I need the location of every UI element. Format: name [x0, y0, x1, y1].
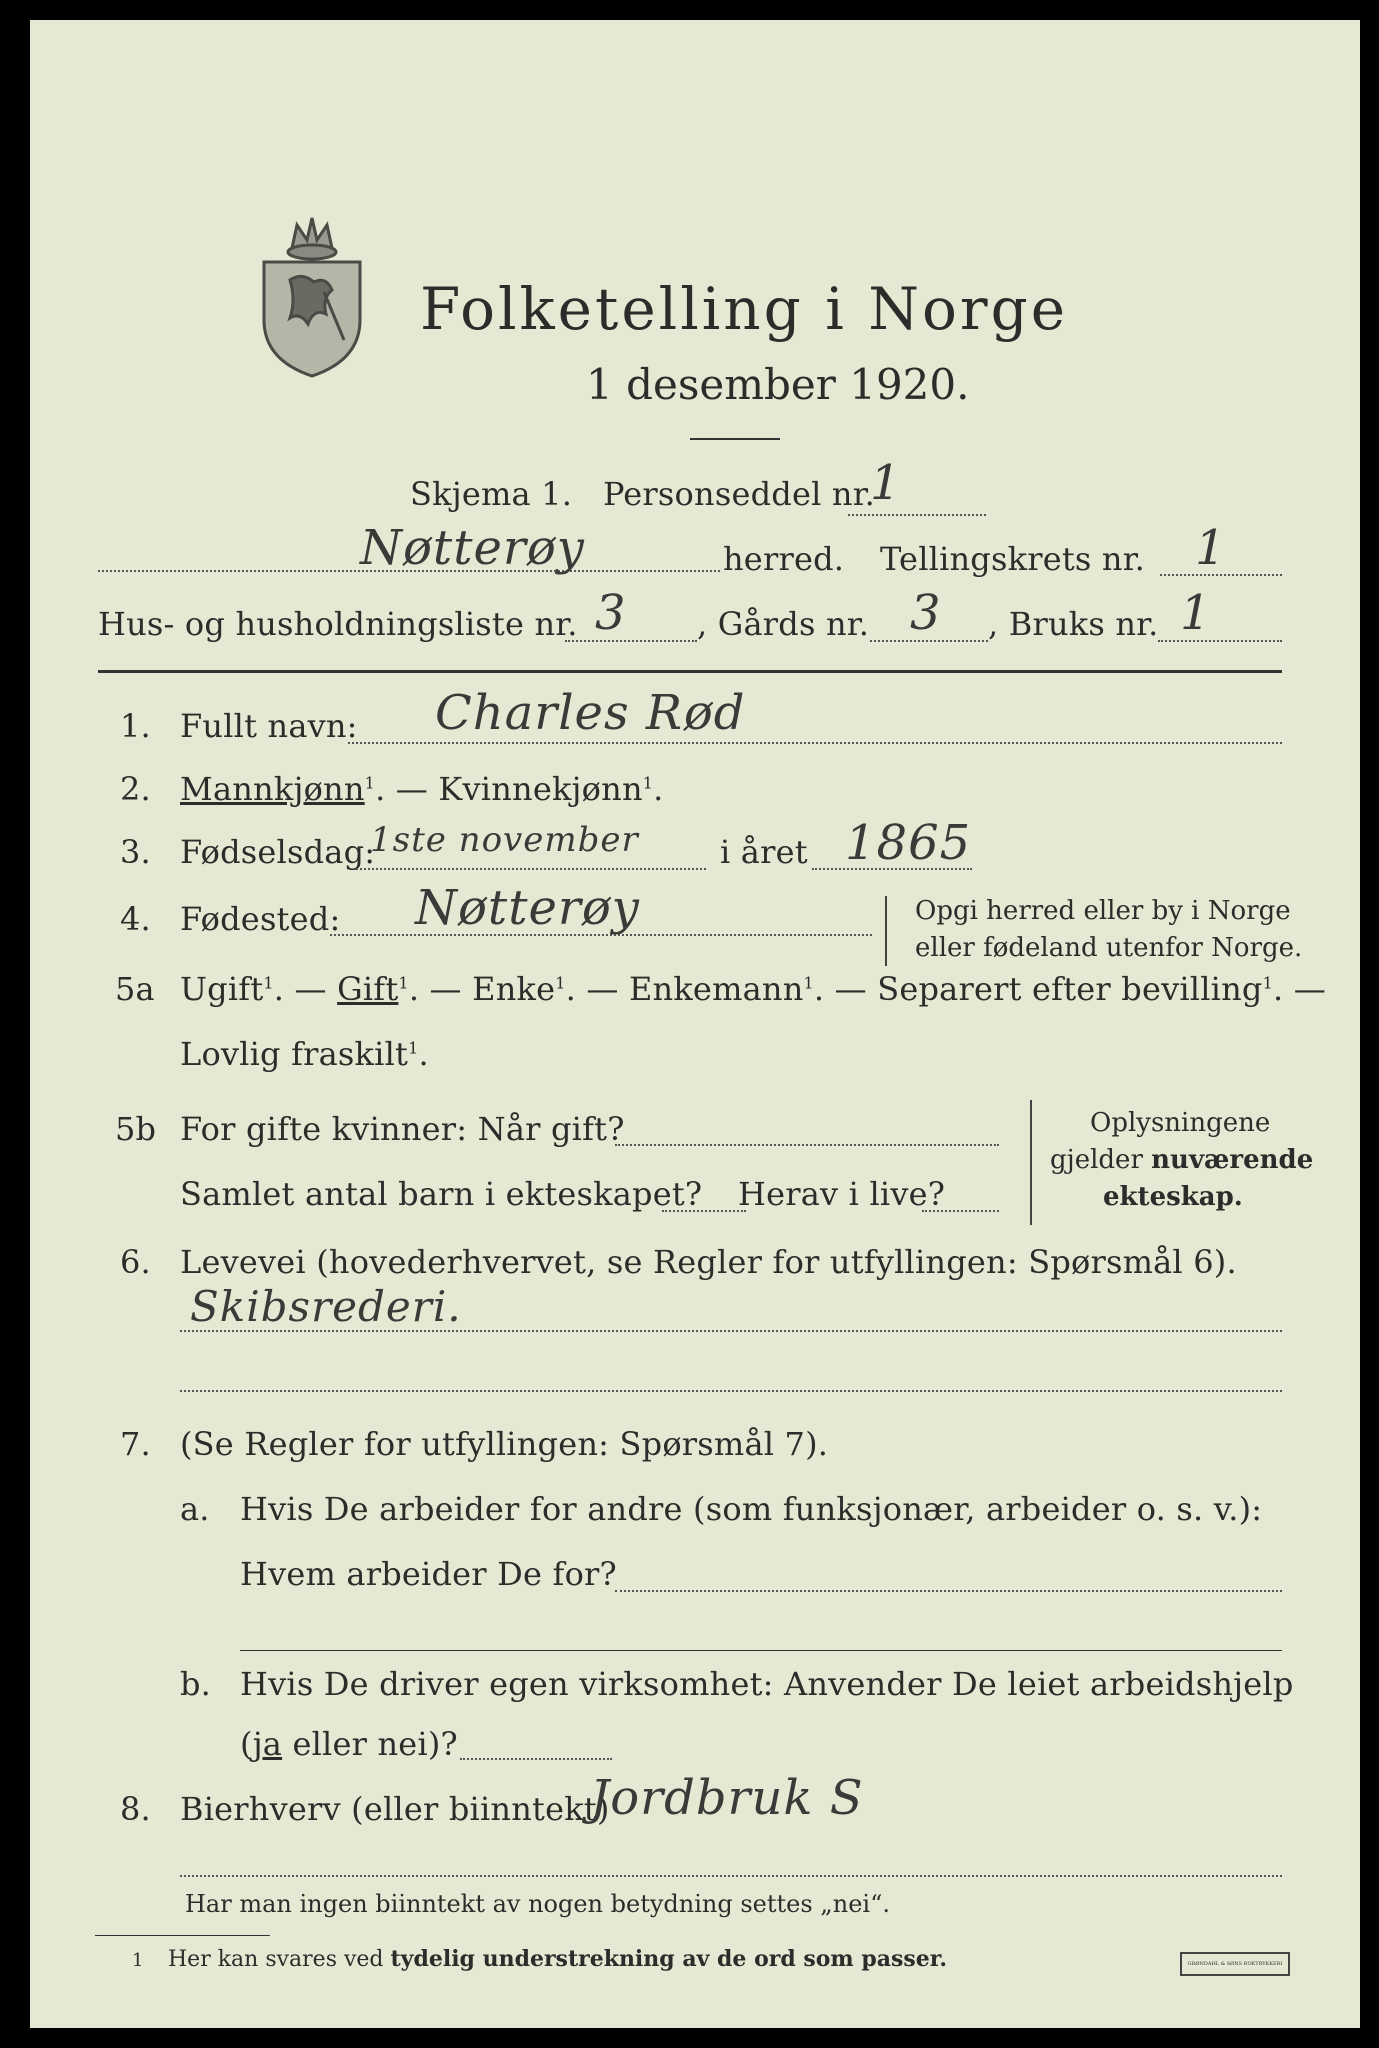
q8-line [180, 1875, 1282, 1877]
q4-value: Nøtterøy [415, 880, 640, 936]
q8-number: 8. [120, 1790, 151, 1828]
q8-label: Bierhverv (eller biinntekt) [180, 1790, 610, 1828]
q5a-enkemann: Enkemann [628, 970, 804, 1008]
q6-number: 6. [120, 1243, 151, 1281]
printer-stamp: GRØNDAHL & SØNS BOKTRYKKERI [1180, 1952, 1290, 1976]
personseddel-line [848, 514, 986, 516]
husholdningsliste-label: Hus- og husholdningsliste nr. [98, 605, 578, 643]
q4-note-line2: eller fødeland utenfor Norge. [915, 933, 1303, 963]
q3-label: Fødselsdag: [180, 833, 376, 871]
q5a-gift: Gift [337, 970, 399, 1008]
q5b-live-line [922, 1210, 999, 1212]
census-form [30, 20, 1360, 2028]
q3-day-value: 1ste november [370, 820, 639, 860]
q1-value: Charles Rød [435, 685, 746, 741]
q2-number: 2. [120, 770, 151, 808]
q7b-line [460, 1758, 612, 1760]
q1-label: Fullt navn: [180, 707, 358, 745]
census-date: 1 desember 1920. [586, 360, 970, 409]
q6-line2 [180, 1390, 1282, 1392]
q7b-letter: b. [180, 1665, 212, 1703]
footnote-text: Her kan svares ved tydelig understrekning av de ord som passer. [168, 1946, 948, 1972]
q7b-ja: ja [252, 1725, 283, 1763]
q7-label: (Se Regler for utfyllingen: Spørsmål 7). [180, 1425, 829, 1463]
q2-sep: . — [375, 770, 439, 808]
q5a-number: 5a [115, 970, 155, 1008]
q4-number: 4. [120, 900, 151, 938]
q5a-ugift: Ugift [180, 970, 264, 1008]
q7a-text: Hvis De arbeider for andre (som funksjonær, arbeider o. s. v.): [240, 1490, 1263, 1528]
q1-line [348, 742, 1282, 744]
q3-year-value: 1865 [845, 815, 972, 871]
footnote-divider [95, 1935, 270, 1936]
q7a-line2 [240, 1650, 1282, 1651]
title-divider [690, 438, 780, 440]
q8-value: Jordbruk S [590, 1770, 864, 1826]
q6-line1 [180, 1330, 1282, 1332]
q7b-answer: (ja eller nei)? [240, 1725, 458, 1763]
personseddel-label: Personseddel nr. [603, 475, 876, 513]
q7-number: 7. [120, 1425, 151, 1463]
q4-note-bracket [885, 896, 891, 966]
husholdningsliste-value: 3 [595, 585, 627, 641]
q5a-enke: Enke [472, 970, 556, 1008]
q2-male: Mannkjønn [180, 770, 365, 808]
norwegian-coat-of-arms-icon [252, 200, 372, 380]
q7a-letter: a. [180, 1490, 210, 1528]
footer-note: Har man ingen biinntekt av nogen betydning settes „nei“. [185, 1890, 890, 1918]
q5b-married-line [615, 1144, 999, 1146]
q2-options: Mannkjønn$^1$. — Kvinnekjønn$^1$. [180, 770, 664, 808]
q4-label: Fødested: [180, 900, 341, 938]
gards-value: 3 [910, 585, 942, 641]
tellingskrets-label: Tellingskrets nr. [880, 540, 1146, 578]
q5b-note-line1: Oplysningene [1090, 1108, 1271, 1138]
herred-label: herred. [723, 540, 845, 578]
header-divider [98, 670, 1282, 673]
bruks-label: , Bruks nr. [988, 605, 1159, 643]
q1-number: 1. [120, 707, 151, 745]
q5b-live-label: Herav i live? [738, 1175, 946, 1213]
q5b-label: For gifte kvinner: Når gift? [180, 1110, 625, 1148]
q5b-note-line2: gjelder nuværende [1050, 1145, 1314, 1175]
q5b-barn-line [662, 1210, 746, 1212]
q5a-options: Ugift$^1$. — Gift$^1$. — Enke$^1$. — Enkemann$^1$. — Separert efter bevilling$^1$. — [180, 970, 1326, 1008]
q2-female: Kvinnekjønn [438, 770, 643, 808]
q4-note-line1: Opgi herred eller by i Norge [915, 896, 1291, 926]
q6-label: Levevei (hovederhvervet, se Regler for utfyllingen: Spørsmål 6). [180, 1243, 1237, 1281]
gards-label: , Gårds nr. [697, 605, 870, 643]
q5b-note-line3: ekteskap. [1103, 1182, 1243, 1212]
q5a-separert: Separert efter bevilling [877, 970, 1263, 1008]
herred-value: Nøtterøy [360, 520, 585, 576]
bruks-line [1158, 640, 1282, 642]
husholdningsliste-line [565, 640, 697, 642]
q5a-lovlig: Lovlig fraskilt$^1$. [180, 1035, 429, 1073]
q7b-text: Hvis De driver egen virksomhet: Anvender De leiet arbeidshjelp [240, 1665, 1294, 1703]
q7a-line1 [615, 1590, 1282, 1592]
schema-label: Skjema 1. [410, 475, 573, 513]
form-title: Folketelling i Norge [420, 275, 1069, 343]
q3-number: 3. [120, 833, 151, 871]
q3-year-label: i året [720, 833, 808, 871]
footnote-number: 1 [132, 1950, 144, 1971]
q5b-note-bracket [1030, 1100, 1036, 1225]
bruks-value: 1 [1180, 585, 1212, 641]
q7a-question: Hvem arbeider De for? [240, 1555, 617, 1593]
q6-value: Skibsrederi. [190, 1282, 462, 1331]
personseddel-value: 1 [870, 455, 902, 511]
tellingskrets-value: 1 [1195, 520, 1227, 576]
q5b-barn-label: Samlet antal barn i ekteskapet? [180, 1175, 703, 1213]
q5b-number: 5b [115, 1110, 157, 1148]
q3-day-line [356, 868, 706, 870]
